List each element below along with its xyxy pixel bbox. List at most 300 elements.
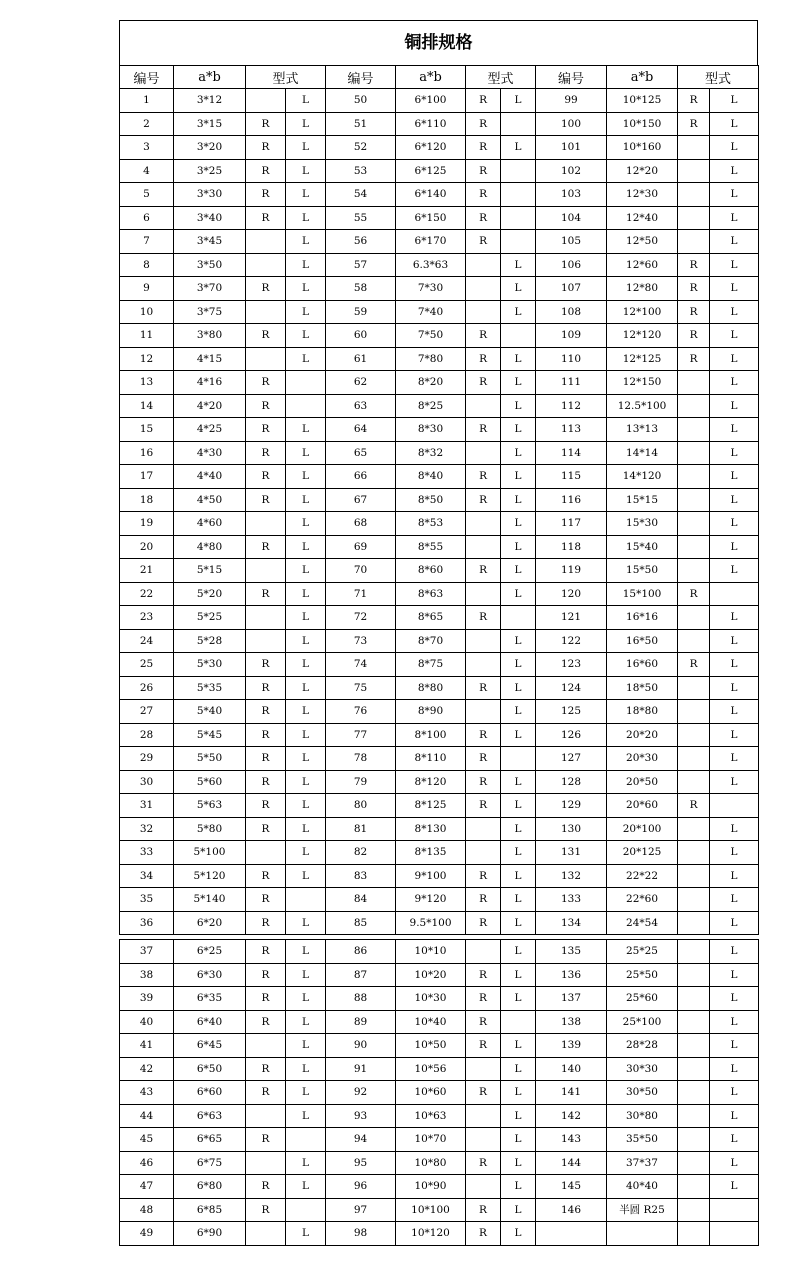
cell-size-col3: 24*54 (607, 911, 678, 935)
table-row (120, 136, 759, 160)
cell-size-col1: 4*60 (174, 512, 246, 536)
cell-size-col2: 7*80 (396, 347, 466, 371)
cell-number-col1: 3 (120, 136, 174, 160)
cell-r-type-col3: R (678, 794, 710, 818)
cell-r-type-col1 (246, 559, 286, 583)
cell-r-type-col1: R (246, 183, 286, 207)
cell-r-type-col3 (678, 1151, 710, 1175)
cell-r-type-col2: R (466, 347, 501, 371)
cell-l-type-col3: L (710, 888, 759, 912)
cell-number-col2: 92 (326, 1081, 396, 1105)
cell-l-type-col2: L (501, 136, 536, 160)
cell-size-col1: 3*20 (174, 136, 246, 160)
cell-l-type-col1: L (286, 987, 326, 1011)
cell-l-type-col3: L (710, 864, 759, 888)
table-row (120, 512, 759, 536)
cell-l-type-col3: L (710, 277, 759, 301)
cell-size-col3: 13*13 (607, 418, 678, 442)
cell-number-col3: 123 (536, 653, 607, 677)
cell-r-type-col3: R (678, 653, 710, 677)
cell-l-type-col1: L (286, 1010, 326, 1034)
cell-size-col2: 6*100 (396, 89, 466, 113)
cell-r-type-col2: R (466, 888, 501, 912)
cell-size-col1: 6*45 (174, 1034, 246, 1058)
cell-r-type-col3 (678, 911, 710, 935)
cell-r-type-col3 (678, 963, 710, 987)
cell-l-type-col3: L (710, 324, 759, 348)
cell-number-col2: 88 (326, 987, 396, 1011)
cell-size-col1: 5*100 (174, 841, 246, 865)
cell-r-type-col1: R (246, 747, 286, 771)
cell-size-col2: 10*120 (396, 1222, 466, 1246)
cell-number-col2: 67 (326, 488, 396, 512)
cell-l-type-col3: L (710, 465, 759, 489)
cell-number-col2: 78 (326, 747, 396, 771)
cell-l-type-col3 (710, 1222, 759, 1246)
cell-r-type-col3 (678, 1222, 710, 1246)
cell-l-type-col1: L (286, 582, 326, 606)
cell-number-col2: 98 (326, 1222, 396, 1246)
cell-l-type-col3: L (710, 206, 759, 230)
cell-r-type-col2: R (466, 183, 501, 207)
cell-l-type-col2: L (501, 559, 536, 583)
table-row (120, 1222, 759, 1246)
cell-r-type-col3 (678, 629, 710, 653)
cell-r-type-col3 (678, 770, 710, 794)
table-row (120, 794, 759, 818)
cell-number-col1: 30 (120, 770, 174, 794)
cell-number-col1: 47 (120, 1175, 174, 1199)
cell-r-type-col1: R (246, 940, 286, 964)
cell-l-type-col2: L (501, 841, 536, 865)
cell-size-col2: 10*63 (396, 1104, 466, 1128)
cell-l-type-col2: L (501, 512, 536, 536)
cell-number-col2: 79 (326, 770, 396, 794)
cell-r-type-col1: R (246, 136, 286, 160)
table-row (120, 159, 759, 183)
cell-r-type-col2: R (466, 206, 501, 230)
cell-size-col2: 8*125 (396, 794, 466, 818)
cell-l-type-col2: L (501, 300, 536, 324)
cell-number-col1: 31 (120, 794, 174, 818)
cell-r-type-col1: R (246, 441, 286, 465)
cell-l-type-col2: L (501, 1057, 536, 1081)
cell-l-type-col3: L (710, 987, 759, 1011)
cell-number-col3: 114 (536, 441, 607, 465)
header-type-1: 型式 (246, 66, 326, 89)
cell-r-type-col2 (466, 441, 501, 465)
cell-number-col3: 138 (536, 1010, 607, 1034)
cell-r-type-col1 (246, 230, 286, 254)
cell-r-type-col2: R (466, 1222, 501, 1246)
cell-size-col2: 10*80 (396, 1151, 466, 1175)
cell-r-type-col3 (678, 817, 710, 841)
cell-number-col3: 117 (536, 512, 607, 536)
cell-number-col2: 73 (326, 629, 396, 653)
cell-size-col3 (607, 1222, 678, 1246)
cell-number-col1: 42 (120, 1057, 174, 1081)
cell-l-type-col2: L (501, 418, 536, 442)
cell-r-type-col3: R (678, 324, 710, 348)
cell-r-type-col2: R (466, 770, 501, 794)
cell-r-type-col3 (678, 888, 710, 912)
header-size-3: a*b (607, 66, 678, 89)
cell-number-col3: 146 (536, 1198, 607, 1222)
header-number-1: 编号 (120, 66, 174, 89)
cell-r-type-col3 (678, 559, 710, 583)
cell-r-type-col2: R (466, 89, 501, 113)
cell-r-type-col1 (246, 300, 286, 324)
cell-size-col2: 8*53 (396, 512, 466, 536)
cell-number-col2: 72 (326, 606, 396, 630)
cell-r-type-col2 (466, 629, 501, 653)
cell-l-type-col2 (501, 606, 536, 630)
table-row (120, 987, 759, 1011)
table-row (120, 230, 759, 254)
cell-r-type-col3 (678, 512, 710, 536)
table-row (120, 1010, 759, 1034)
cell-r-type-col3 (678, 1010, 710, 1034)
cell-number-col3: 107 (536, 277, 607, 301)
cell-number-col2: 96 (326, 1175, 396, 1199)
cell-size-col2: 10*56 (396, 1057, 466, 1081)
header-number-2: 编号 (326, 66, 396, 89)
cell-size-col2: 10*10 (396, 940, 466, 964)
cell-r-type-col2: R (466, 1034, 501, 1058)
cell-size-col3: 20*100 (607, 817, 678, 841)
cell-size-col1: 3*50 (174, 253, 246, 277)
cell-l-type-col2: L (501, 629, 536, 653)
table-row (120, 441, 759, 465)
cell-l-type-col2: L (501, 911, 536, 935)
cell-l-type-col2: L (501, 987, 536, 1011)
cell-number-col1: 22 (120, 582, 174, 606)
table-row (120, 770, 759, 794)
table-row (120, 940, 759, 964)
cell-size-col2: 8*135 (396, 841, 466, 865)
cell-number-col1: 2 (120, 112, 174, 136)
cell-l-type-col3: L (710, 183, 759, 207)
cell-l-type-col1: L (286, 488, 326, 512)
cell-number-col2: 66 (326, 465, 396, 489)
cell-r-type-col3 (678, 1128, 710, 1152)
cell-l-type-col1: L (286, 723, 326, 747)
cell-size-col3: 25*50 (607, 963, 678, 987)
cell-size-col1: 6*20 (174, 911, 246, 935)
cell-l-type-col2: L (501, 888, 536, 912)
cell-r-type-col2: R (466, 794, 501, 818)
cell-number-col1: 7 (120, 230, 174, 254)
cell-l-type-col1: L (286, 817, 326, 841)
cell-r-type-col3 (678, 676, 710, 700)
cell-size-col3: 12*20 (607, 159, 678, 183)
cell-size-col1: 6*90 (174, 1222, 246, 1246)
cell-size-col2: 8*63 (396, 582, 466, 606)
cell-l-type-col3: L (710, 1010, 759, 1034)
cell-number-col1: 16 (120, 441, 174, 465)
cell-number-col2: 77 (326, 723, 396, 747)
cell-r-type-col2: R (466, 864, 501, 888)
cell-number-col2: 90 (326, 1034, 396, 1058)
cell-size-col1: 5*50 (174, 747, 246, 771)
cell-number-col2: 53 (326, 159, 396, 183)
cell-l-type-col3: L (710, 112, 759, 136)
cell-r-type-col1: R (246, 465, 286, 489)
cell-l-type-col1: L (286, 300, 326, 324)
table-body-part2 (120, 940, 759, 1246)
cell-l-type-col3: L (710, 653, 759, 677)
cell-r-type-col1: R (246, 794, 286, 818)
cell-r-type-col1: R (246, 1010, 286, 1034)
table-row (120, 112, 759, 136)
cell-number-col1: 10 (120, 300, 174, 324)
cell-r-type-col1: R (246, 864, 286, 888)
spec-table (119, 65, 759, 935)
cell-l-type-col3: L (710, 559, 759, 583)
cell-number-col2: 51 (326, 112, 396, 136)
cell-r-type-col3 (678, 488, 710, 512)
table-row (120, 676, 759, 700)
cell-l-type-col1: L (286, 1081, 326, 1105)
table-row (120, 559, 759, 583)
cell-size-col3: 25*100 (607, 1010, 678, 1034)
cell-size-col3: 25*60 (607, 987, 678, 1011)
cell-r-type-col2 (466, 1175, 501, 1199)
cell-number-col2: 95 (326, 1151, 396, 1175)
cell-size-col1: 5*35 (174, 676, 246, 700)
cell-size-col3: 12*30 (607, 183, 678, 207)
cell-l-type-col3: L (710, 1104, 759, 1128)
cell-size-col2: 8*110 (396, 747, 466, 771)
cell-r-type-col2: R (466, 747, 501, 771)
cell-size-col3: 30*50 (607, 1081, 678, 1105)
cell-l-type-col3: L (710, 963, 759, 987)
cell-size-col2: 8*55 (396, 535, 466, 559)
cell-r-type-col3: R (678, 112, 710, 136)
cell-r-type-col2 (466, 512, 501, 536)
cell-r-type-col1: R (246, 1128, 286, 1152)
copper-bar-spec-sheet (119, 20, 758, 1246)
cell-number-col2: 83 (326, 864, 396, 888)
cell-size-col1: 4*15 (174, 347, 246, 371)
cell-l-type-col3: L (710, 940, 759, 964)
cell-size-col2: 6*150 (396, 206, 466, 230)
cell-number-col3: 108 (536, 300, 607, 324)
cell-size-col1: 3*75 (174, 300, 246, 324)
cell-size-col3: 12*40 (607, 206, 678, 230)
cell-number-col1: 4 (120, 159, 174, 183)
cell-r-type-col2: R (466, 1151, 501, 1175)
cell-number-col1: 6 (120, 206, 174, 230)
cell-size-col3: 25*25 (607, 940, 678, 964)
table-row (120, 488, 759, 512)
cell-r-type-col3 (678, 371, 710, 395)
cell-l-type-col1: L (286, 206, 326, 230)
cell-size-col2: 9.5*100 (396, 911, 466, 935)
table-row (120, 277, 759, 301)
cell-size-col3: 20*50 (607, 770, 678, 794)
cell-size-col2: 8*70 (396, 629, 466, 653)
cell-r-type-col2: R (466, 324, 501, 348)
cell-size-col3: 12*80 (607, 277, 678, 301)
cell-number-col3: 143 (536, 1128, 607, 1152)
cell-number-col1: 5 (120, 183, 174, 207)
cell-r-type-col1: R (246, 324, 286, 348)
cell-l-type-col3: L (710, 1057, 759, 1081)
cell-size-col2: 6.3*63 (396, 253, 466, 277)
cell-l-type-col3: L (710, 676, 759, 700)
cell-r-type-col2: R (466, 371, 501, 395)
cell-l-type-col1: L (286, 89, 326, 113)
cell-number-col2: 64 (326, 418, 396, 442)
cell-r-type-col2 (466, 253, 501, 277)
cell-number-col1: 34 (120, 864, 174, 888)
cell-l-type-col2: L (501, 794, 536, 818)
cell-l-type-col2: L (501, 770, 536, 794)
cell-l-type-col1: L (286, 841, 326, 865)
cell-size-col2: 8*65 (396, 606, 466, 630)
cell-l-type-col1: L (286, 347, 326, 371)
table-row (120, 653, 759, 677)
cell-l-type-col1 (286, 1198, 326, 1222)
cell-l-type-col3: L (710, 394, 759, 418)
cell-r-type-col1: R (246, 888, 286, 912)
cell-number-col1: 32 (120, 817, 174, 841)
cell-l-type-col2 (501, 747, 536, 771)
cell-l-type-col2: L (501, 582, 536, 606)
cell-number-col2: 63 (326, 394, 396, 418)
cell-l-type-col3: L (710, 723, 759, 747)
cell-number-col2: 62 (326, 371, 396, 395)
cell-number-col2: 59 (326, 300, 396, 324)
cell-l-type-col3: L (710, 488, 759, 512)
cell-r-type-col3 (678, 1034, 710, 1058)
cell-l-type-col2: L (501, 535, 536, 559)
cell-number-col1: 41 (120, 1034, 174, 1058)
table-row (120, 324, 759, 348)
cell-number-col3: 102 (536, 159, 607, 183)
cell-r-type-col3 (678, 606, 710, 630)
cell-size-col3: 18*50 (607, 676, 678, 700)
cell-number-col2: 52 (326, 136, 396, 160)
cell-size-col3: 12*120 (607, 324, 678, 348)
cell-number-col3: 124 (536, 676, 607, 700)
cell-size-col1: 6*75 (174, 1151, 246, 1175)
cell-r-type-col2 (466, 817, 501, 841)
cell-size-col2: 10*90 (396, 1175, 466, 1199)
cell-l-type-col1 (286, 888, 326, 912)
cell-size-col3: 14*14 (607, 441, 678, 465)
cell-r-type-col1: R (246, 277, 286, 301)
cell-size-col3: 15*30 (607, 512, 678, 536)
cell-l-type-col3: L (710, 512, 759, 536)
cell-size-col2: 6*125 (396, 159, 466, 183)
cell-r-type-col2: R (466, 963, 501, 987)
table-row (120, 394, 759, 418)
cell-number-col2: 97 (326, 1198, 396, 1222)
cell-size-col3: 12*150 (607, 371, 678, 395)
cell-l-type-col1: L (286, 1175, 326, 1199)
cell-r-type-col3: R (678, 277, 710, 301)
cell-number-col1: 35 (120, 888, 174, 912)
cell-number-col1: 8 (120, 253, 174, 277)
cell-l-type-col2: L (501, 723, 536, 747)
cell-l-type-col2: L (501, 1175, 536, 1199)
cell-number-col2: 76 (326, 700, 396, 724)
cell-l-type-col2: L (501, 1081, 536, 1105)
cell-r-type-col1: R (246, 653, 286, 677)
cell-r-type-col2: R (466, 606, 501, 630)
cell-size-col2: 7*40 (396, 300, 466, 324)
cell-number-col2: 56 (326, 230, 396, 254)
cell-size-col3: 10*150 (607, 112, 678, 136)
cell-size-col1: 3*12 (174, 89, 246, 113)
cell-size-col3: 15*15 (607, 488, 678, 512)
cell-number-col1: 43 (120, 1081, 174, 1105)
cell-size-col2: 8*25 (396, 394, 466, 418)
cell-r-type-col2: R (466, 1081, 501, 1105)
cell-number-col2: 85 (326, 911, 396, 935)
cell-number-col1: 24 (120, 629, 174, 653)
cell-size-col2: 10*30 (396, 987, 466, 1011)
cell-r-type-col2 (466, 700, 501, 724)
cell-l-type-col3: L (710, 159, 759, 183)
cell-r-type-col1 (246, 1104, 286, 1128)
table-row (120, 963, 759, 987)
cell-l-type-col1: L (286, 963, 326, 987)
cell-size-col2: 8*90 (396, 700, 466, 724)
cell-r-type-col2 (466, 535, 501, 559)
cell-r-type-col1 (246, 89, 286, 113)
cell-l-type-col1: L (286, 794, 326, 818)
cell-size-col2: 8*130 (396, 817, 466, 841)
cell-size-col2: 10*20 (396, 963, 466, 987)
cell-number-col1: 21 (120, 559, 174, 583)
cell-number-col2: 89 (326, 1010, 396, 1034)
cell-number-col2: 65 (326, 441, 396, 465)
cell-r-type-col1: R (246, 911, 286, 935)
table-row (120, 371, 759, 395)
cell-l-type-col2: L (501, 817, 536, 841)
cell-l-type-col2 (501, 159, 536, 183)
cell-size-col1: 6*60 (174, 1081, 246, 1105)
cell-size-col3: 15*50 (607, 559, 678, 583)
cell-number-col3: 119 (536, 559, 607, 583)
cell-r-type-col2: R (466, 911, 501, 935)
cell-size-col2: 8*32 (396, 441, 466, 465)
cell-size-col2: 8*120 (396, 770, 466, 794)
table-row (120, 582, 759, 606)
cell-size-col3: 16*50 (607, 629, 678, 653)
cell-size-col1: 3*40 (174, 206, 246, 230)
cell-r-type-col3: R (678, 347, 710, 371)
cell-size-col1: 6*30 (174, 963, 246, 987)
cell-size-col2: 8*100 (396, 723, 466, 747)
cell-l-type-col3: L (710, 629, 759, 653)
cell-r-type-col1: R (246, 1057, 286, 1081)
table-row (120, 864, 759, 888)
cell-r-type-col3 (678, 206, 710, 230)
cell-number-col3: 142 (536, 1104, 607, 1128)
cell-number-col1: 39 (120, 987, 174, 1011)
cell-size-col3: 28*28 (607, 1034, 678, 1058)
cell-r-type-col1: R (246, 582, 286, 606)
table-row (120, 888, 759, 912)
cell-size-col1: 3*15 (174, 112, 246, 136)
cell-size-col3: 37*37 (607, 1151, 678, 1175)
cell-number-col2: 70 (326, 559, 396, 583)
cell-number-col2: 75 (326, 676, 396, 700)
